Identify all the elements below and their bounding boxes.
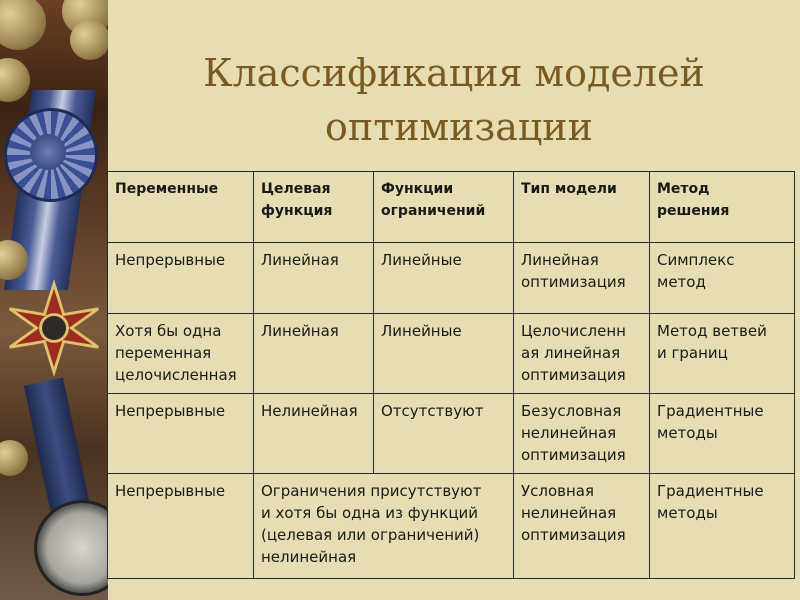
table-row	[108, 394, 795, 474]
table-cell: Хотя бы одна переменная целочисленная	[108, 314, 254, 394]
table-header-row	[108, 172, 795, 243]
header-constraint-functions: Функции ограничений	[374, 172, 514, 243]
table-row	[108, 314, 795, 394]
slide-title	[108, 46, 800, 154]
slide-title-line-1: Классификация моделей	[203, 51, 705, 95]
rosette-center-icon	[30, 134, 66, 170]
button-disc-icon	[0, 58, 30, 102]
header-model-type: Тип модели	[514, 172, 650, 243]
table-cell: Непрерывные	[108, 243, 254, 314]
table-cell: Линейные	[374, 243, 514, 314]
table-cell: Непрерывные	[108, 474, 254, 579]
table-row	[108, 243, 795, 314]
table-cell: Градиентные методы	[650, 394, 795, 474]
table-cell: Непрерывные	[108, 394, 254, 474]
header-solution-method: Метод решения	[650, 172, 795, 243]
table-cell: Линейная	[254, 314, 374, 394]
slide-title-line-2: оптимизации	[325, 105, 593, 149]
table-cell: Отсутствуют	[374, 394, 514, 474]
header-variables: Переменные	[108, 172, 254, 243]
order-cross-icon	[6, 280, 102, 376]
table-cell: Линейная	[254, 243, 374, 314]
table-cell: Безусловная нелинейная оптимизация	[514, 394, 650, 474]
classification-table	[107, 171, 795, 579]
button-disc-icon	[70, 20, 108, 60]
table-row	[108, 474, 795, 579]
table-cell: Линейные	[374, 314, 514, 394]
button-disc-icon	[0, 440, 28, 476]
table-cell-merged: Ограничения присутствуют и хотя бы одна из функций (целевая или ограничений) нелинейная	[254, 474, 514, 579]
table-cell: Симплекс метод	[650, 243, 795, 314]
compass-icon	[34, 500, 108, 596]
table-cell: Метод ветвей и границ	[650, 314, 795, 394]
decorative-collage-image	[0, 0, 108, 600]
button-disc-icon	[0, 0, 46, 50]
table-cell: Нелинейная	[254, 394, 374, 474]
table-cell: Линейная оптимизация	[514, 243, 650, 314]
table-cell: Градиентные методы	[650, 474, 795, 579]
header-objective-function: Целевая функция	[254, 172, 374, 243]
table-cell: Целочисленн ая линейная оптимизация	[514, 314, 650, 394]
table-cell: Условная нелинейная оптимизация	[514, 474, 650, 579]
